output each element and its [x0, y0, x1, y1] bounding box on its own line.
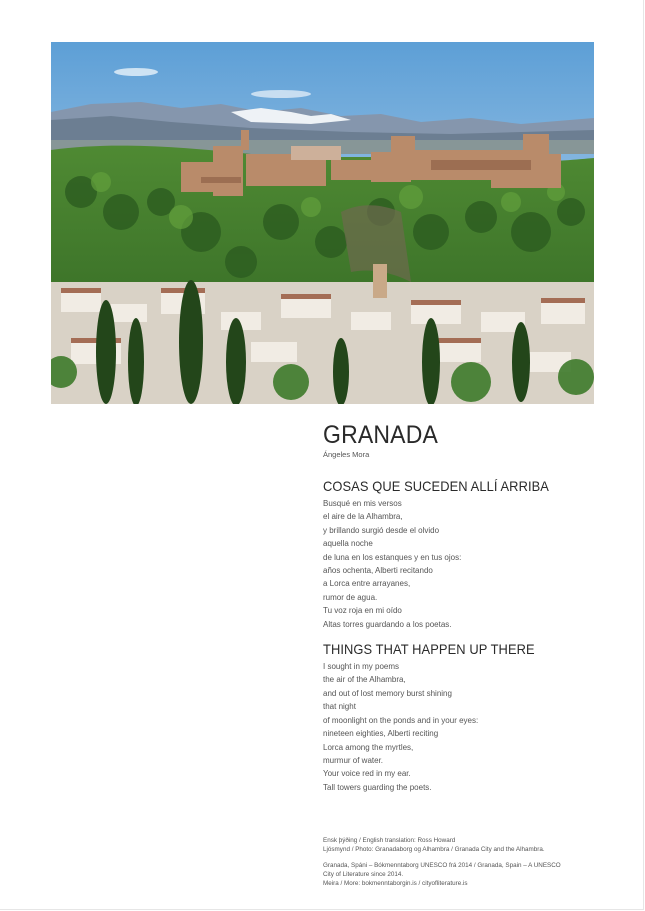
poem-line: Your voice red in my ear.: [323, 769, 411, 779]
poem-line: I sought in my poems: [323, 662, 400, 672]
poem-line: murmur of water.: [323, 755, 384, 765]
poem-line: Busqué en mis versos: [323, 499, 402, 508]
poem-english: [323, 660, 613, 794]
poem-line: Tu voz roja en mi oído: [323, 606, 402, 616]
poem-title-spanish: COSAS QUE SUCEDEN ALLÍ ARRIBA: [323, 478, 550, 494]
poem-line: of moonlight on the ponds and in your eyes:: [323, 715, 479, 725]
credit-more-link[interactable]: Meira / More: bokmenntaborgin.is / cityofliterature.is: [323, 880, 468, 887]
credits: [323, 836, 593, 888]
poem-line: aquella noche: [323, 539, 373, 549]
poem-line: nineteen eighties, Alberti reciting: [323, 729, 439, 739]
poem-title-english: THINGS THAT HAPPEN UP THERE: [323, 641, 535, 658]
poem-line: Altas torres guardando a los poetas.: [323, 619, 452, 629]
credit-unesco-cont: City of Literature since 2014.: [323, 871, 404, 878]
poem-spanish: [323, 497, 613, 631]
credit-unesco: Granada, Spáni – Bókmenntaborg UNESCO frá 2014 / Granada, Spain – A UNESCO: [323, 862, 561, 869]
poem-line: and out of lost memory burst shining: [323, 688, 452, 698]
poem-line: y brillando surgió desde el olvido: [323, 525, 440, 535]
poem-line: Lorca among the myrtles,: [323, 742, 414, 752]
page-title: GRANADA: [323, 421, 439, 449]
text-column: [323, 420, 613, 794]
author-name: Ángeles Mora: [323, 450, 370, 459]
poem-line: el aire de la Alhambra,: [323, 512, 403, 522]
credit-photo: Ljósmynd / Photo: Granadaborg og Alhambra / Granada City and the Alhambra.: [323, 846, 545, 853]
poem-line: rumor de agua.: [323, 592, 378, 602]
credit-translation: Ensk þýðing / English translation: Ross Howard: [323, 837, 456, 844]
poem-line: a Lorca entre arrayanes,: [323, 579, 411, 589]
poem-line: Tall towers guarding the poets.: [323, 782, 432, 792]
poem-line: the air of the Alhambra,: [323, 675, 406, 685]
poem-line: años ochenta, Alberti recitando: [323, 566, 433, 576]
alhambra-photo: [51, 42, 594, 404]
poem-line: that night: [323, 702, 356, 712]
poem-line: de luna en los estanques y en tus ojos:: [323, 552, 462, 562]
